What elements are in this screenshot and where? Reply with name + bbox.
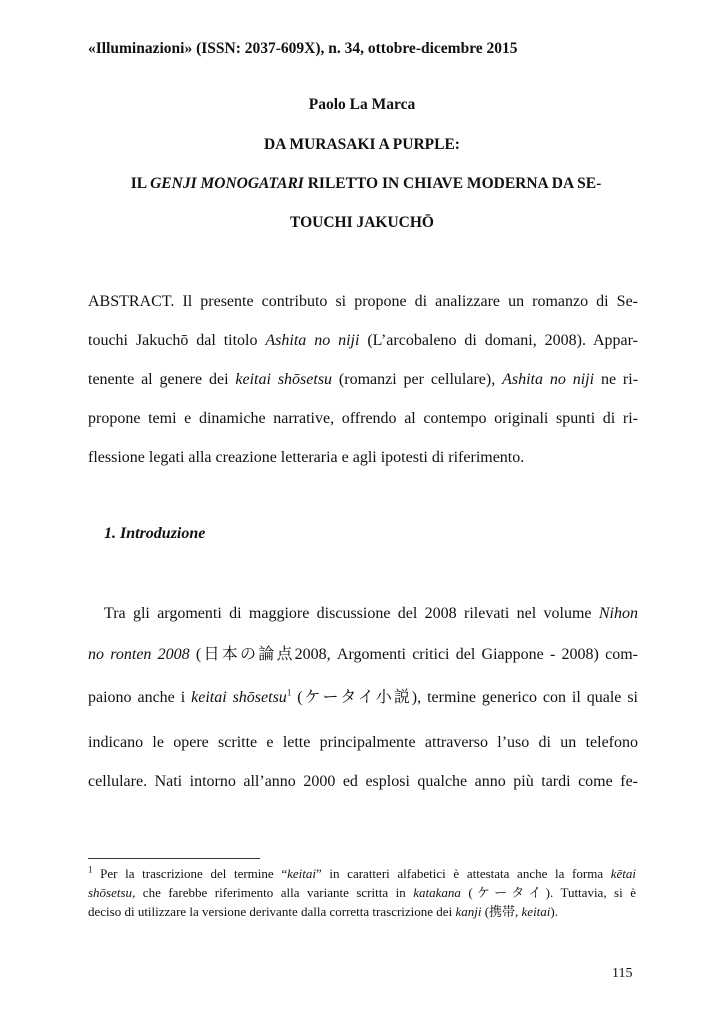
- footnote-text: (ケータイ). Tuttavia, si è: [460, 885, 636, 900]
- body-text: Tra gli argomenti di maggiore discussione del 2008 rilevati nel volume: [104, 605, 599, 622]
- abstract-line: propone temi e dinamiche narrative, offrendo al contempo originali spunti di ri-: [88, 410, 638, 427]
- footnote-text: ” in caratteri alfabetici è attestata anche la forma: [316, 866, 611, 881]
- body-line: [88, 645, 638, 665]
- abstract-line: [88, 370, 638, 390]
- abstract-line: ABSTRACT. Il presente contributo si propone di analizzare un romanzo di Se-: [88, 293, 638, 310]
- title-line-2: [92, 175, 640, 193]
- journal-header: «Illuminazioni» (ISSN: 2037-609X), n. 34, ottobre-dicembre 2015: [88, 40, 518, 57]
- abstract-text: (romanzi per cellulare),: [332, 371, 503, 388]
- footnote-italic: kanji: [455, 904, 482, 919]
- footnote-text: (携帯,: [481, 904, 522, 919]
- body-text: paiono anche i: [88, 689, 192, 706]
- body-text: (日本の論点2008, Argomenti critici del Giappone - 2008) com-: [189, 646, 638, 663]
- body-text: (ケータイ小説), termine generico con il quale si: [291, 689, 638, 706]
- section-heading: 1. Introduzione: [104, 525, 206, 542]
- footnote-line: [88, 904, 636, 920]
- footnote-divider: [88, 858, 260, 859]
- abstract-italic: Ashita no niji: [502, 371, 595, 388]
- abstract-text: tenente al genere dei: [88, 371, 236, 388]
- footnote-italic: keitai: [287, 866, 316, 881]
- abstract-line: [88, 331, 638, 351]
- title-line-1: DA MURASAKI A PURPLE:: [264, 136, 460, 153]
- title-italic-text: GENJI MONOGATARI: [150, 175, 304, 192]
- abstract-line: flessione legati alla creazione letteraria e agli ipotesti di riferimento.: [88, 449, 525, 466]
- body-italic: keitai shōsetsu: [191, 689, 287, 706]
- footnote-italic: shōsetsu: [88, 885, 133, 900]
- abstract-text: touchi Jakuchō dal titolo: [88, 332, 266, 349]
- abstract-text: ne ri-: [594, 371, 639, 388]
- abstract-italic: keitai shōsetsu: [235, 371, 333, 388]
- body-line: cellulare. Nati intorno all’anno 2000 ed esplosi qualche anno più tardi come fe-: [88, 773, 638, 790]
- body-italic: no ronten 2008: [88, 646, 190, 663]
- abstract-italic: Ashita no niji: [265, 332, 360, 349]
- body-line: [104, 604, 638, 624]
- footnote-text: ).: [550, 904, 559, 919]
- footnote-line: [88, 866, 636, 882]
- footnote-italic: keitai: [521, 904, 551, 919]
- title-line-3: TOUCHI JAKUCHŌ: [290, 214, 434, 231]
- footnote-italic: kētai: [610, 866, 637, 881]
- footnote-ref: 1: [286, 687, 292, 698]
- footnote-text: deciso di utilizzare la versione derivante dalla corretta trascrizione dei: [88, 904, 456, 919]
- title-text: RILETTO IN CHIAVE MODERNA DA SE-: [303, 175, 602, 192]
- title-text: IL: [130, 175, 151, 192]
- author-name: Paolo La Marca: [308, 96, 416, 113]
- footnote-text: , che farebbe riferimento alla variante scritta in: [132, 885, 414, 900]
- body-italic: Nihon: [598, 605, 638, 622]
- footnote-italic: katakana: [413, 885, 461, 900]
- footnote-line: [88, 885, 636, 901]
- body-line: indicano le opere scritte e lette principalmente attraverso l’uso di un telefono: [88, 734, 638, 751]
- footnote-text: Per la trascrizione del termine “: [92, 866, 288, 881]
- body-line: [88, 688, 638, 708]
- footnote-number: 1: [88, 864, 93, 875]
- abstract-text: (L’arcobaleno di domani, 2008). Appar-: [359, 332, 638, 349]
- page-number: 115: [612, 966, 633, 981]
